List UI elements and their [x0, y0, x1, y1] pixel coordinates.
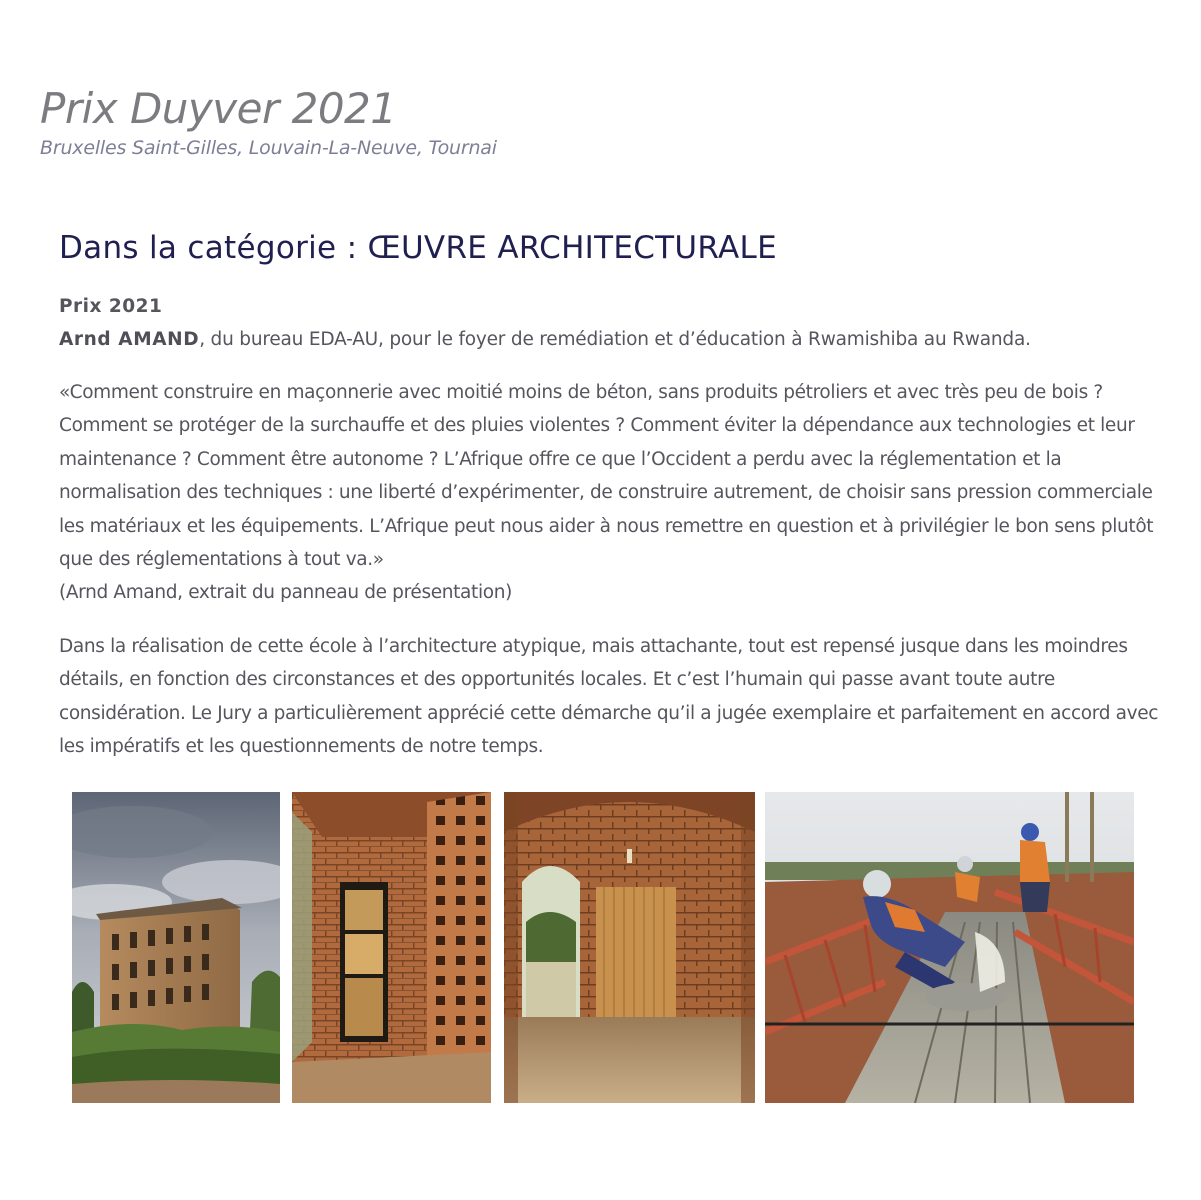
laureate-line	[59, 323, 1159, 356]
page-title: Prix Duyver 2021	[40, 84, 397, 133]
award-content	[59, 228, 1159, 763]
jury-paragraph: Dans la réalisation de cette école à l’architecture atypique, mais attachante, tout est repensé jusque dans les moindres détails, en fonction des circonstances et des opportunités locales. Et c’est l’humain qui passe avant toute autre considération. Le Jury a particulièrement apprécié cette démarche qu’il a jugée exemplaire et parfaitement en accord avec les impératifs et les questionnements de notre temps.	[59, 635, 1159, 758]
laureate-description: , du bureau EDA-AU, pour le foyer de remédiation et d’éducation à Rwamishiba au Rwanda.	[199, 329, 1031, 350]
category-heading: Dans la catégorie : ŒUVRE ARCHITECTURALE	[59, 230, 777, 266]
quote-text: «Comment construire en maçonnerie avec moitié moins de béton, sans produits pétroliers et avec très peu de bois ? Comment se protéger de la surchauffe et des pluies violentes ? Comment éviter la dépendance aux technologies et leur maintenance ? Comment être autonome ? L’Afrique offre ce que l’Occident a perdu avec la réglementation et la normalisation des techniques : une liberté d’expérimenter, de construire autrement, de choisir sans pression commerciale les matériaux et les équipements. L’Afrique peut nous aider à nous remettre en question et à privilégier le bon sens plutôt que des réglementations à tout va.»	[59, 382, 1154, 571]
page-header	[40, 84, 497, 160]
quote-paragraph	[59, 376, 1159, 610]
photo-strip	[72, 792, 1134, 1103]
building-exterior-photo	[72, 792, 280, 1103]
vaulted-passage-photo	[504, 792, 755, 1103]
construction-workers-photo	[765, 792, 1134, 1103]
laureate-name: Arnd AMAND	[59, 329, 200, 350]
prize-year	[59, 290, 1159, 323]
quote-attribution: (Arnd Amand, extrait du panneau de présentation)	[59, 582, 512, 604]
page-subtitle: Bruxelles Saint-Gilles, Louvain-La-Neuve, Tournai	[40, 137, 497, 159]
brick-corridor-door-photo	[292, 792, 491, 1103]
prize-year-label: Prix 2021	[59, 296, 163, 317]
